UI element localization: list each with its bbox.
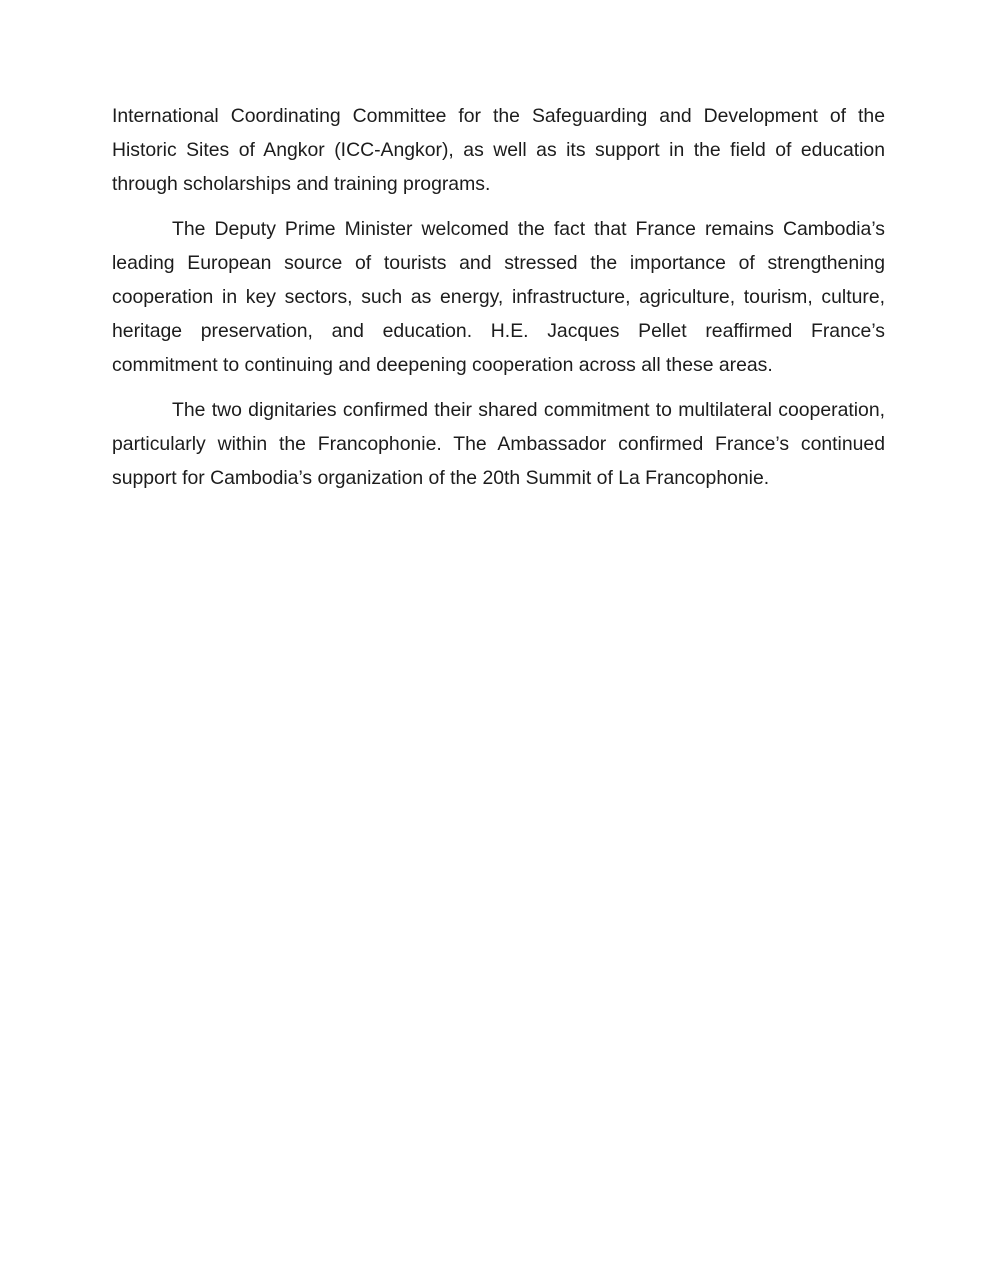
paragraph-continuation: International Coordinating Committee for the Safeguarding and Development of the Historic Sites of Angkor (ICC-Angkor), as well as its support in the field of education through scholarships and training programs. <box>112 105 885 196</box>
paragraph-tourism-cooperation: The Deputy Prime Minister welcomed the fact that France remains Cambodia’s leading European source of tourists and stressed the importance of strengthening cooperation in key sectors, such as energy, infrastructure, agriculture, tourism, culture, heritage preservation, and education. H.E. Jacques Pellet reaffirmed France’s commitment to continuing and deepening cooperation across all these areas. <box>112 217 885 377</box>
paragraph-francophonie: The two dignitaries confirmed their shared commitment to multilateral cooperation, particularly within the Francophonie. The Ambassador confirmed France’s continued support for Cambodia’s organization of the 20th Summit of La Francophonie. <box>112 398 885 490</box>
document-body <box>112 99 885 505</box>
